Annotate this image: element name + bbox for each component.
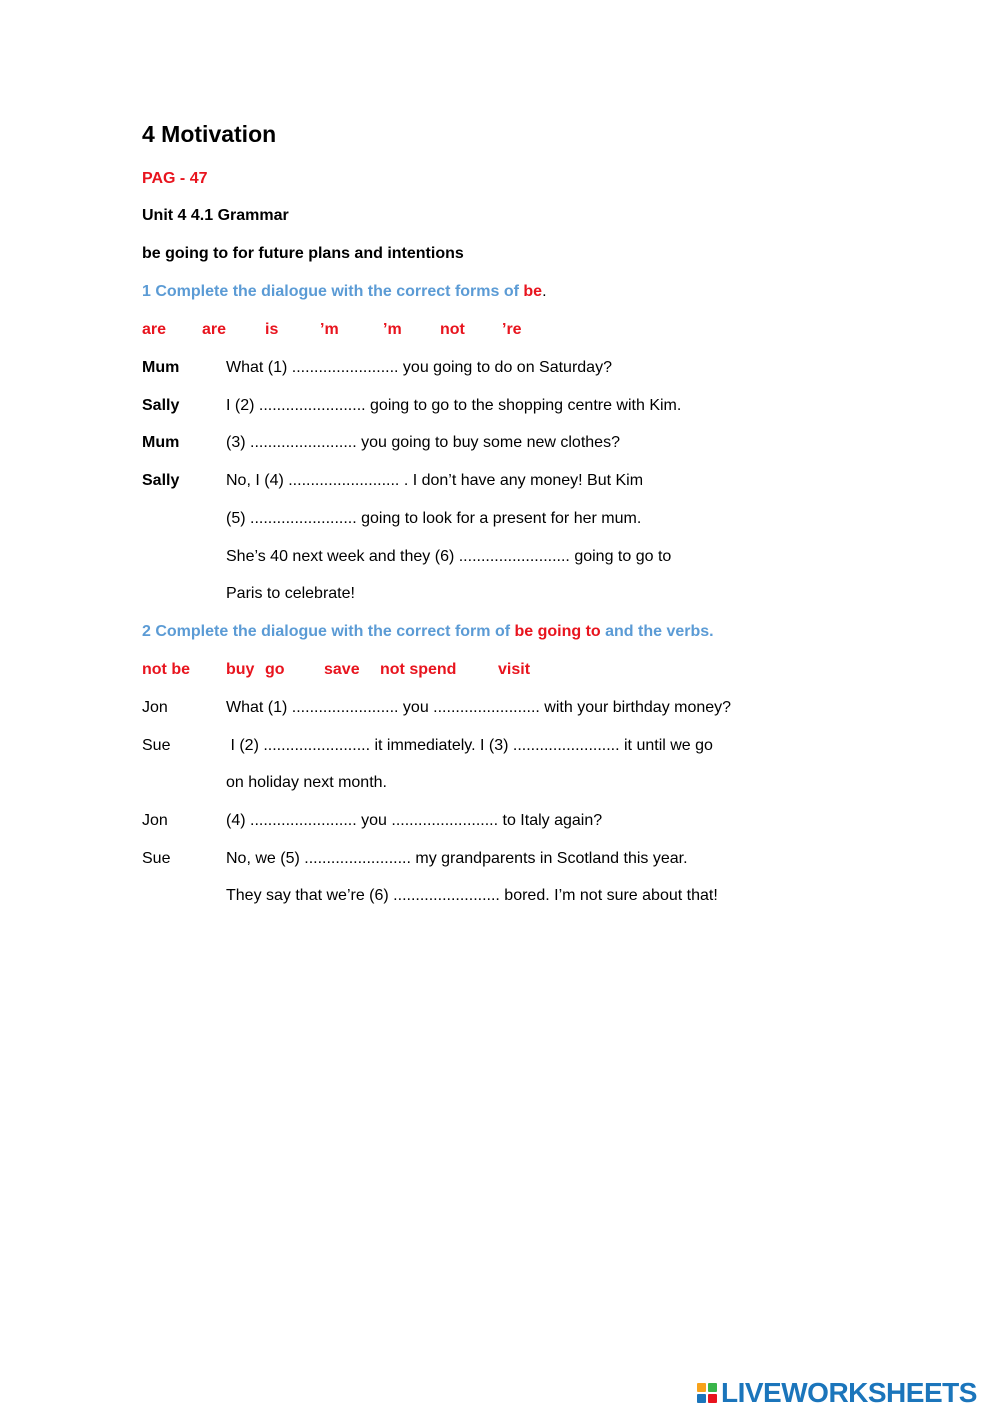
dialogue-line: No, I (4) ......................... . I don’t have any money! But Kim <box>226 472 644 489</box>
word-bank-item: go <box>265 661 285 678</box>
word-bank-item: not be <box>142 661 190 678</box>
word-bank-item: not spend <box>380 661 457 678</box>
dialogue-line: I (2) ........................ going to go to the shopping centre with Kim. <box>226 397 682 414</box>
exercise2-instruction-text: 2 Complete the dialogue with the correct form of <box>142 623 515 640</box>
logo-square <box>708 1383 717 1392</box>
speaker-label: Jon <box>142 812 168 829</box>
logo-square <box>708 1394 717 1403</box>
exercise2-instruction <box>142 623 714 641</box>
word-bank-item: ’m <box>320 321 339 338</box>
exercise1-instruction-key: be <box>523 283 543 300</box>
exercise1-instruction <box>142 283 547 301</box>
dialogue-line: What (1) ........................ you going to do on Saturday? <box>226 359 612 376</box>
dialogue-line: Paris to celebrate! <box>226 585 355 602</box>
word-bank-item: are <box>202 321 227 338</box>
speaker-label: Mum <box>142 359 180 376</box>
speaker-label: Jon <box>142 699 168 716</box>
logo-square <box>697 1383 706 1392</box>
topic-heading: be going to for future plans and intentions <box>142 245 464 262</box>
exercise1-instruction-text: 1 Complete the dialogue with the correct forms of <box>142 283 524 300</box>
word-bank-item: save <box>324 661 360 678</box>
dialogue-line: What (1) ........................ you ........................ with your birthday money? <box>226 699 732 716</box>
word-bank-item: are <box>142 321 167 338</box>
dialogue-line: (4) ........................ you ........................ to Italy again? <box>226 812 603 829</box>
word-bank-item: not <box>440 321 465 338</box>
logo-grid-icon <box>697 1383 717 1403</box>
word-bank-item: is <box>265 321 279 338</box>
word-bank-item: visit <box>498 661 531 678</box>
exercise1-instruction-end: . <box>542 283 547 300</box>
speaker-label: Sally <box>142 397 180 414</box>
liveworksheets-logo <box>697 1378 977 1408</box>
dialogue-line: (3) ........................ you going to buy some new clothes? <box>226 434 620 451</box>
dialogue-line: She’s 40 next week and they (6) ......................... going to go to <box>226 548 672 565</box>
exercise2-instruction-key: be going to <box>514 623 601 640</box>
word-bank-item: ’re <box>502 321 522 338</box>
speaker-label: Sue <box>142 850 171 867</box>
speaker-label: Mum <box>142 434 180 451</box>
unit-heading: Unit 4 4.1 Grammar <box>142 207 289 224</box>
dialogue-line: I (2) ........................ it immediately. I (3) ........................ it until we go <box>226 737 713 754</box>
exercise2-instruction-end: and the verbs. <box>600 623 714 640</box>
logo-square <box>697 1394 706 1403</box>
dialogue-line: No, we (5) ........................ my grandparents in Scotland this year. <box>226 850 688 867</box>
page-title: 4 Motivation <box>142 121 277 147</box>
dialogue-line: They say that we’re (6) ........................ bored. I’m not sure about that! <box>226 887 718 904</box>
speaker-label: Sally <box>142 472 180 489</box>
logo-text: LIVEWORKSHEETS <box>721 1377 977 1408</box>
dialogue-line: on holiday next month. <box>226 774 387 791</box>
dialogue-line: (5) ........................ going to look for a present for her mum. <box>226 510 642 527</box>
word-bank-item: buy <box>226 661 255 678</box>
page-reference: PAG - 47 <box>142 170 208 187</box>
word-bank-item: ’m <box>383 321 402 338</box>
speaker-label: Sue <box>142 737 171 754</box>
